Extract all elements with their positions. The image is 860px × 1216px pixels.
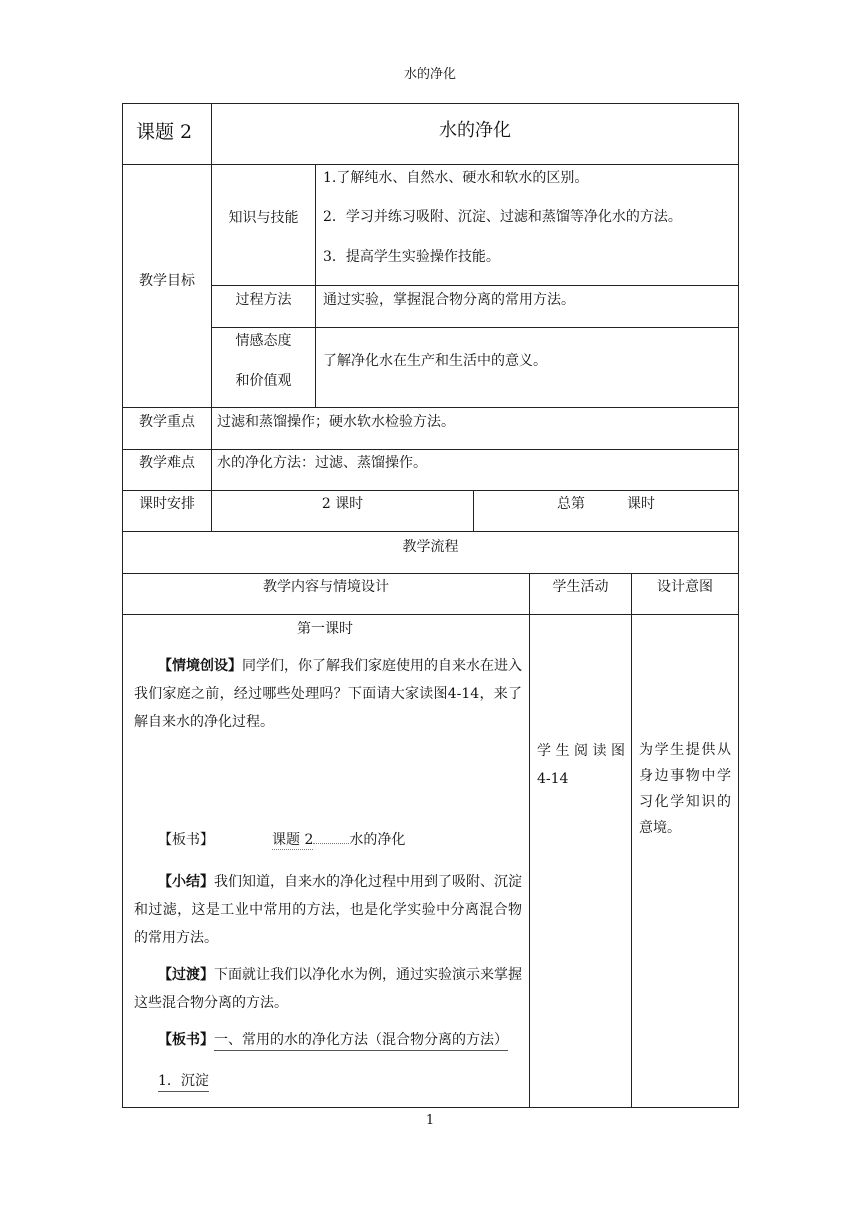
intro-text: 同学们，你了解我们家庭使用的自来水在进入我们家庭之前，经过哪些处理吗？下面请大家读图4-14，来了解自来水的净化过程。 (134, 658, 522, 730)
board1-line (272, 830, 405, 850)
emotion-label-line2: 和价值观 (235, 373, 292, 389)
knowledge-label: 知识与技能 (228, 210, 299, 226)
emotion-text: 了解净化水在生产和生活中的意义。 (323, 353, 547, 369)
board2-text: 一、常用的水的净化方法（混合物分离的方法） (214, 1032, 508, 1051)
objectives-label: 教学目标 (139, 273, 195, 289)
keypoints-label: 教学重点 (139, 414, 195, 430)
activity-body-cell (529, 614, 632, 1108)
student-activity-text: 学生阅读图 4-14 (537, 743, 625, 787)
intro-paragraph (134, 652, 522, 736)
keypoints-text: 过滤和蒸馏操作；硬水软水检验方法。 (217, 414, 455, 430)
lesson-title: 第一课时 (297, 621, 353, 637)
schedule-label: 课时安排 (139, 496, 195, 512)
topic-title: 水的净化 (439, 120, 511, 141)
difficulties-label: 教学难点 (139, 455, 195, 471)
process-label: 过程方法 (235, 292, 292, 308)
schedule-hours: 2 课时 (321, 496, 364, 512)
design-intent-text: 为学生提供从身边事物中学习化学知识的意境。 (639, 742, 731, 836)
summary-label: 【小结】 (158, 874, 214, 890)
knowledge-item-2: 2．学习并练习吸附、沉淀、过滤和蒸馏等净化水的方法。 (323, 209, 682, 225)
transition-text: 下面就让我们以净化水为例，通过实验演示来掌握这些混合物分离的方法。 (134, 967, 522, 1011)
board1-label: 【板书】 (158, 832, 214, 848)
transition-label: 【过渡】 (158, 967, 214, 983)
difficulties-text: 水的净化方法：过滤、蒸馏操作。 (217, 455, 427, 471)
board1-topic: 课题 2 (272, 832, 314, 848)
column-header-content: 教学内容与情境设计 (263, 579, 389, 595)
board1-title: 水的净化 (349, 832, 406, 848)
page-number: 1 (425, 1113, 435, 1128)
transition-paragraph (134, 961, 522, 1017)
board2-label: 【板书】 (158, 1032, 214, 1048)
emotion-label-line1: 情感态度 (235, 333, 292, 349)
column-header-intent: 设计意图 (657, 579, 713, 595)
summary-text: 我们知道，自来水的净化过程中用到了吸附、沉淀和过滤，这是工业中常用的方法，也是化学实验中分离混合物的常用方法。 (134, 874, 522, 946)
board1-spacer (313, 842, 349, 844)
topic-label: 课题 2 (136, 121, 193, 143)
knowledge-item-3: 3．提高学生实验操作技能。 (323, 249, 500, 265)
summary-paragraph (134, 868, 522, 952)
intro-label: 【情境创设】 (158, 658, 242, 674)
board2-line (158, 1030, 508, 1050)
column-header-activity: 学生活动 (552, 579, 609, 595)
knowledge-item-1: 1.了解纯水、自然水、硬水和软水的区别。 (323, 170, 589, 186)
flow-title: 教学流程 (402, 539, 459, 555)
page-header: 水的净化 (403, 67, 456, 82)
process-text: 通过实验，掌握混合物分离的常用方法。 (323, 292, 575, 308)
intent-body-cell (631, 614, 739, 1108)
schedule-total: 总第 课时 (557, 496, 655, 512)
item-1-sedimentation: 1．沉淀 (158, 1071, 209, 1091)
